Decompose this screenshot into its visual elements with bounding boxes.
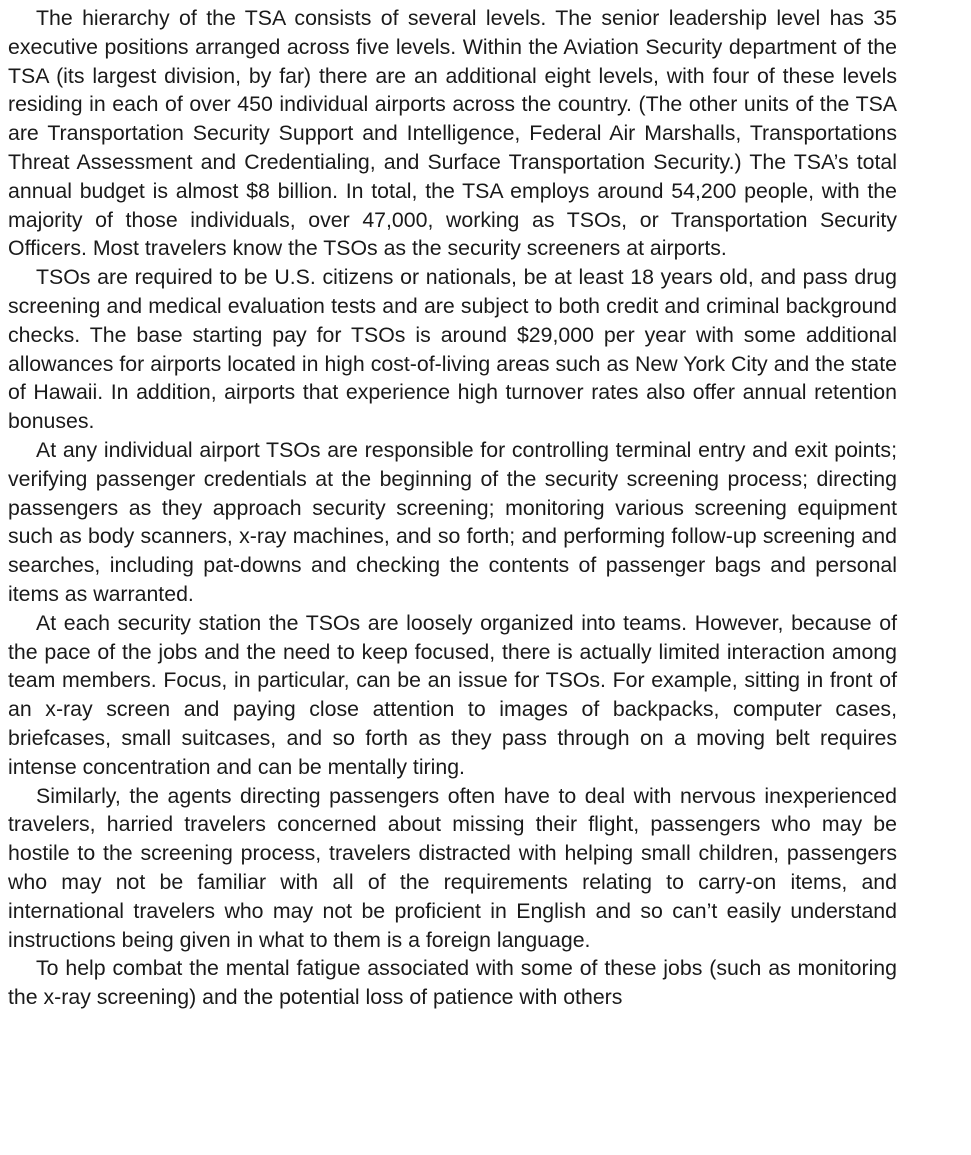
- paragraph-tso-responsibilities: At any individual airport TSOs are responsible for controlling terminal entry and exit points; verifying passenger credentials at the beginning of the security screening process; directing passengers as they approach security screening; monitoring various screening equipment such as body scanners, x-ray machines, and so forth; and performing follow-up screening and searches, including pat-downs and checking the contents of passenger bags and personal items as warranted.: [8, 437, 897, 606]
- paragraph-mental-fatigue: To help combat the mental fatigue associated with some of these jobs (such as monitoring the x-ray screening) and the potential loss of patience with others: [8, 956, 897, 1010]
- document-page: [8, 4, 897, 1012]
- paragraph-tso-teams: At each security station the TSOs are loosely organized into teams. However, because of the pace of the jobs and the need to keep focused, there is actually limited interaction among team members. Focus, in particular, can be an issue for TSOs. For example, sitting in front of an x-ray screen and paying close attention to images of backpacks, computer cases, briefcases, small suitcases, and so forth as they pass through on a moving belt requires intense concentration and can be mentally tiring.: [8, 610, 897, 779]
- paragraph-passenger-agents: Similarly, the agents directing passengers often have to deal with nervous inexperienced travelers, harried travelers concerned about missing their flight, passengers who may be hostile to the screening process, travelers distracted with helping small children, passengers who may not be familiar with all of the requirements relating to carry-on items, and international travelers who may not be proficient in English and so can’t easily understand instructions being given in what to them is a foreign language.: [8, 783, 897, 952]
- paragraph-tso-requirements: TSOs are required to be U.S. citizens or nationals, be at least 18 years old, and pass drug screening and medical evaluation tests and are subject to both credit and criminal background checks. The base starting pay for TSOs is around $29,000 per year with some additional allowances for airports located in high cost-of-living areas such as New York City and the state of Hawaii. In addition, airports that experience high turnover rates also offer annual retention bonuses.: [8, 265, 897, 434]
- paragraph-tsa-hierarchy: The hierarchy of the TSA consists of several levels. The senior leadership level has 35 executive positions arranged across five levels. Within the Aviation Security department of the TSA (its largest division, by far) there are an additional eight levels, with four of these levels residing in each of over 450 individual airports across the country. (The other units of the TSA are Transportation Security Support and Intelligence, Federal Air Marshalls, Transportations Threat Assessment and Credentialing, and Surface Transportation Security.) The TSA’s total annual budget is almost $8 billion. In total, the TSA employs around 54,200 people, with the majority of those individuals, over 47,000, working as TSOs, or Transportation Security Officers. Most travelers know the TSOs as the security screeners at airports.: [8, 6, 897, 261]
